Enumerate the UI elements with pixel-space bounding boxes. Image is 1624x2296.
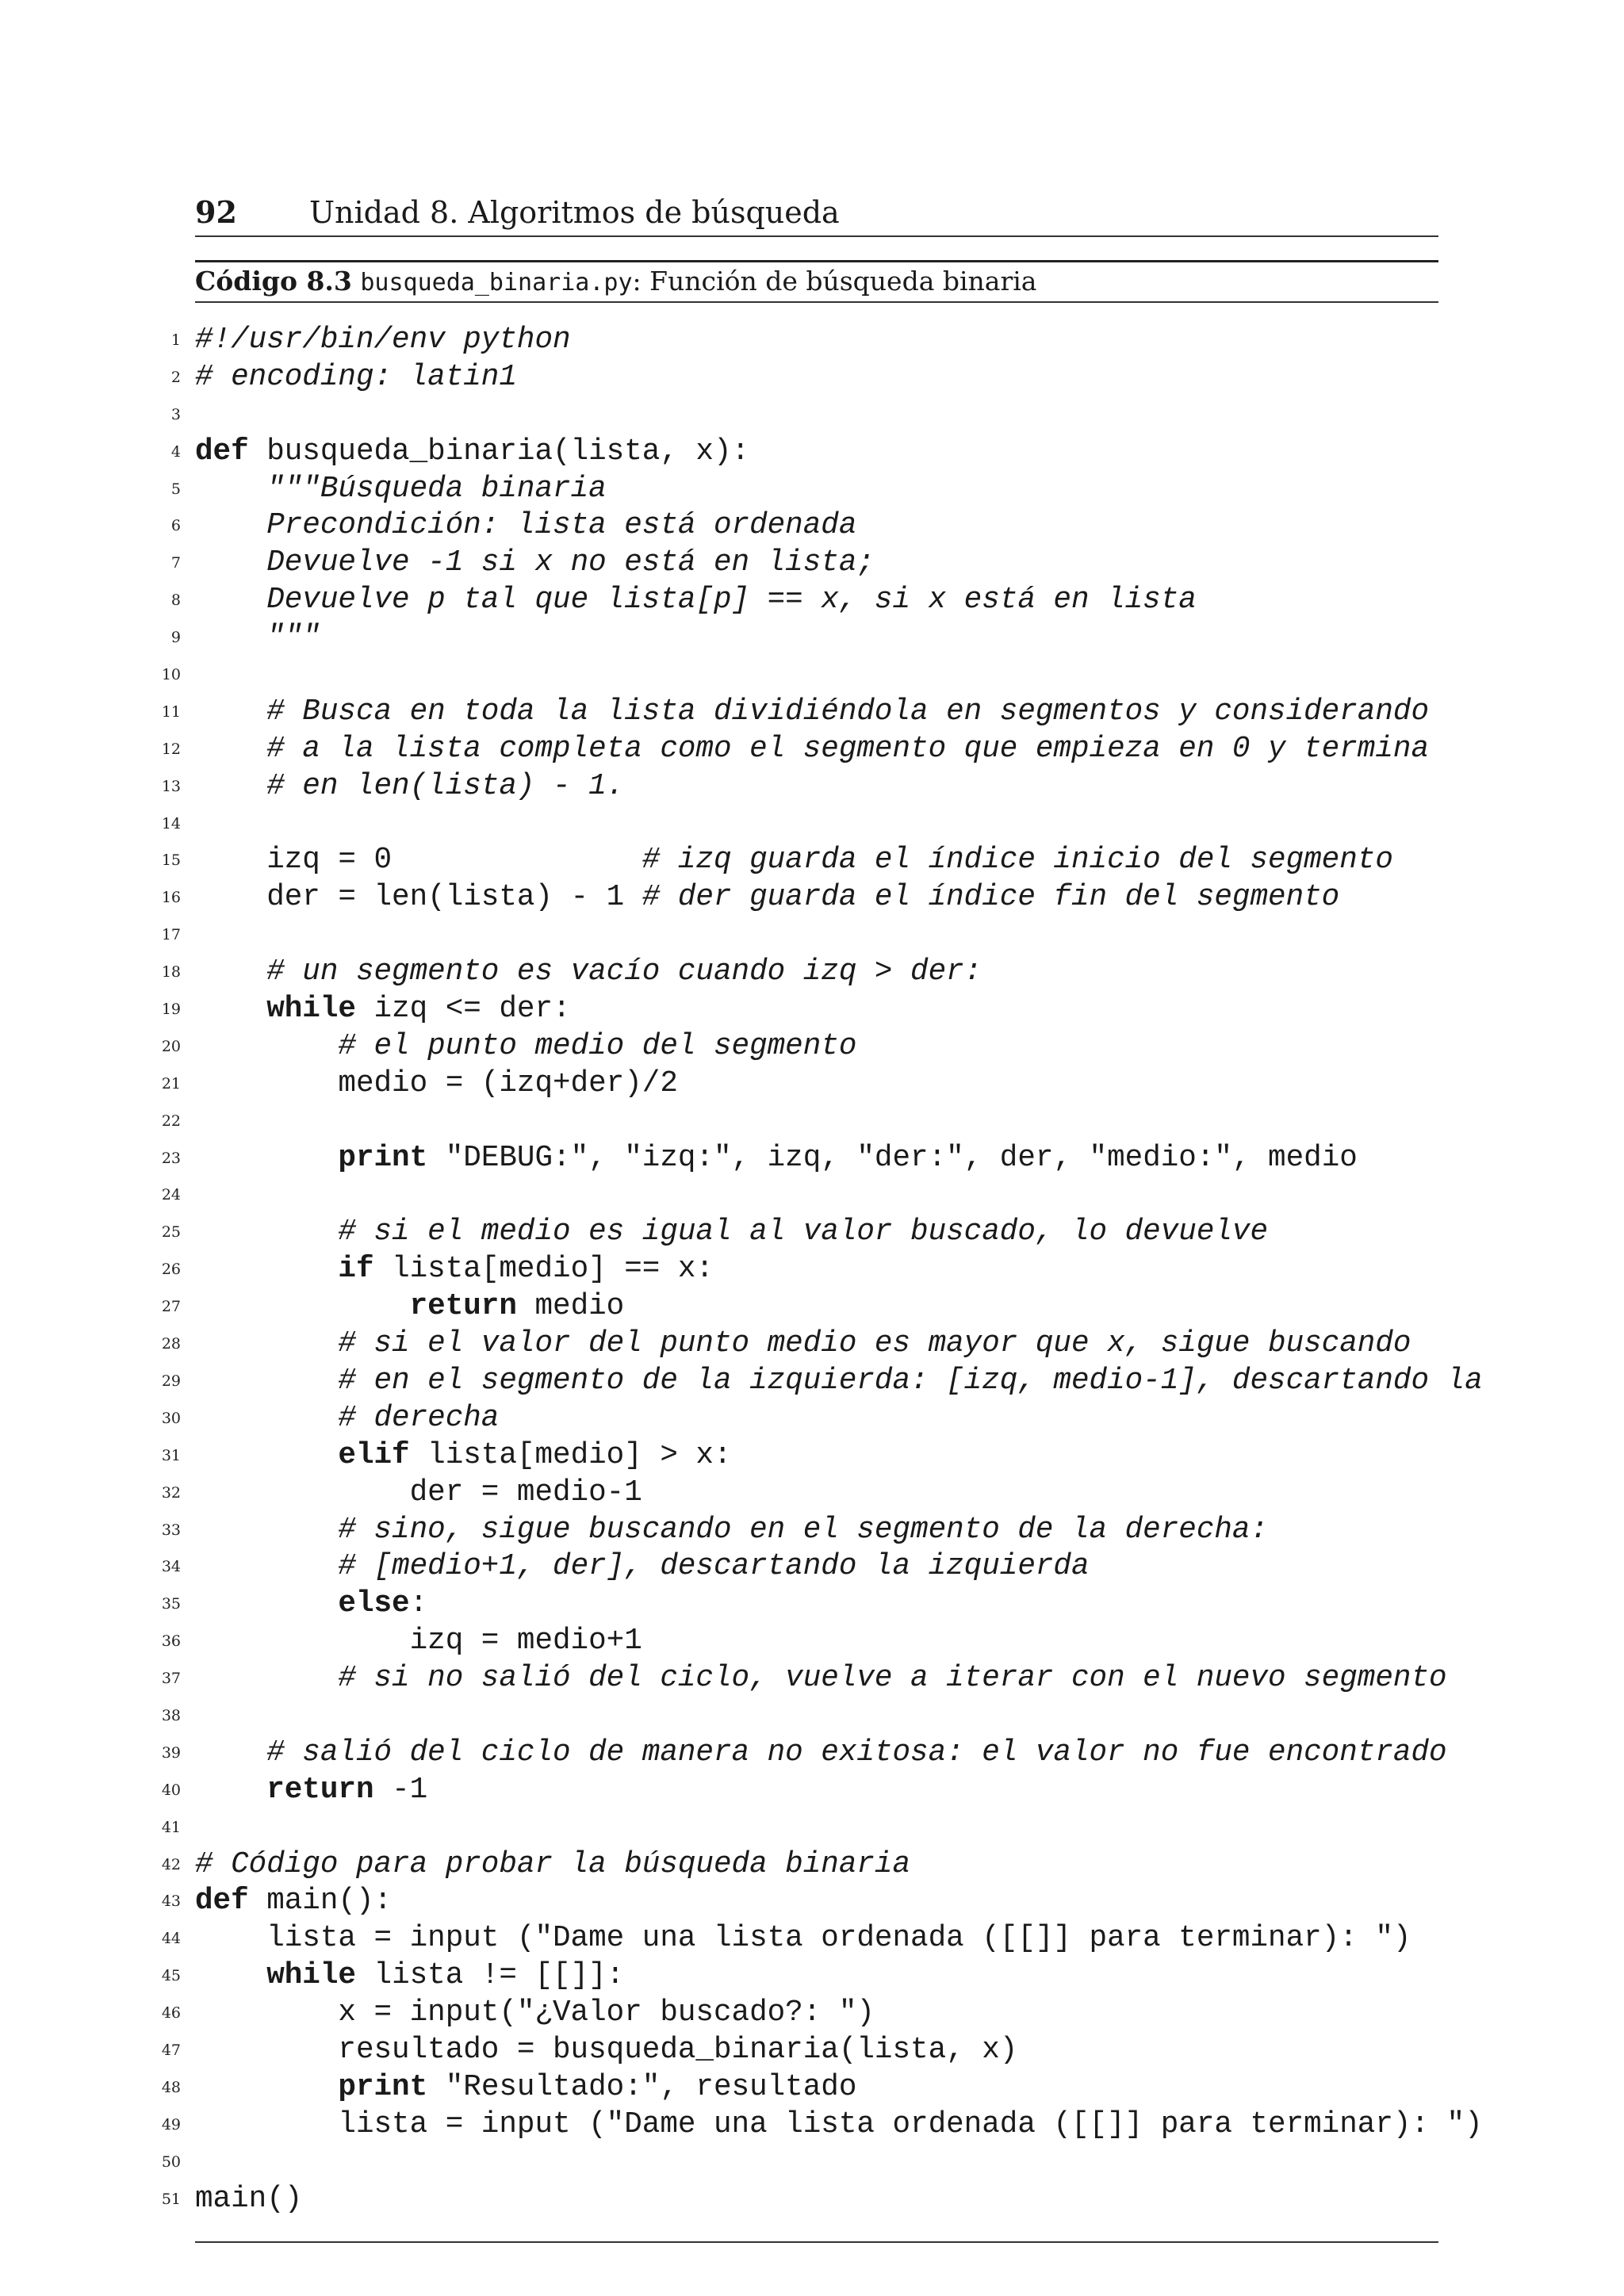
code-comment: # der guarda el índice fin del segmento bbox=[642, 881, 1340, 915]
line-number: 42 bbox=[161, 1855, 181, 1873]
code-text bbox=[195, 1142, 338, 1175]
chapter-title: Unidad 8. Algoritmos de búsqueda bbox=[309, 195, 840, 230]
code-text bbox=[195, 695, 266, 729]
line-number: 22 bbox=[161, 1112, 181, 1130]
line-number: 33 bbox=[161, 1521, 181, 1539]
code-comment: # a la lista completa como el segmento que empieza en 0 y termina bbox=[266, 732, 1429, 766]
line-number: 21 bbox=[161, 1074, 181, 1093]
code-text bbox=[195, 1774, 266, 1807]
code-line bbox=[0, 1846, 1624, 1884]
line-code bbox=[195, 1475, 642, 1512]
line-number: 1 bbox=[170, 331, 181, 349]
line-number: 39 bbox=[161, 1743, 181, 1762]
caption-bottom-rule bbox=[195, 301, 1438, 303]
code-line bbox=[0, 731, 1624, 768]
line-code bbox=[195, 1846, 910, 1884]
line-number: 40 bbox=[161, 1781, 181, 1799]
line-number: 32 bbox=[161, 1483, 181, 1502]
code-line bbox=[0, 582, 1624, 619]
code-line bbox=[0, 2032, 1624, 2069]
code-text bbox=[195, 1030, 338, 1063]
line-code bbox=[195, 1214, 1268, 1251]
code-comment: Precondición: lista está ordenada bbox=[266, 509, 857, 543]
code-line bbox=[0, 806, 1624, 843]
code-line bbox=[0, 1140, 1624, 1177]
code-line bbox=[0, 545, 1624, 582]
code-text: x = input("¿Valor buscado?: ") bbox=[195, 1996, 875, 2030]
code-line bbox=[0, 1028, 1624, 1066]
code-line bbox=[0, 1363, 1624, 1400]
code-line bbox=[0, 1326, 1624, 1363]
line-number: 48 bbox=[161, 2078, 181, 2096]
line-code bbox=[195, 1548, 1090, 1586]
line-number: 31 bbox=[161, 1446, 181, 1464]
line-code bbox=[195, 1995, 875, 2032]
code-line bbox=[0, 1735, 1624, 1772]
line-number: 16 bbox=[161, 889, 181, 907]
code-text bbox=[195, 993, 266, 1026]
code-keyword: if bbox=[338, 1253, 374, 1287]
line-code bbox=[195, 582, 1197, 619]
code-keyword: print bbox=[338, 1141, 428, 1175]
code-line bbox=[0, 1512, 1624, 1549]
code-text bbox=[195, 1327, 338, 1360]
code-line bbox=[0, 768, 1624, 806]
code-text bbox=[195, 2071, 338, 2104]
code-text: lista[medio] > x: bbox=[409, 1438, 732, 1472]
line-number: 38 bbox=[161, 1706, 181, 1724]
code-comment: Devuelve p tal que lista[p] == x, si x está en lista bbox=[266, 584, 1197, 618]
line-number: 43 bbox=[161, 1892, 181, 1911]
line-number: 25 bbox=[161, 1223, 181, 1242]
caption-title: : Función de búsqueda binaria bbox=[632, 266, 1037, 297]
code-text: der = len(lista) - 1 bbox=[195, 881, 642, 915]
code-line bbox=[0, 991, 1624, 1028]
code-text bbox=[195, 1587, 338, 1621]
code-comment: # si no salió del ciclo, vuelve a iterar con el nuevo segmento bbox=[338, 1662, 1447, 1696]
code-comment: # encoding: latin1 bbox=[195, 360, 517, 394]
code-comment: #!/usr/bin/env python bbox=[195, 323, 571, 357]
line-code bbox=[195, 1920, 1411, 1957]
code-line bbox=[0, 2069, 1624, 2107]
page-number: 92 bbox=[195, 194, 237, 230]
code-keyword: elif bbox=[338, 1438, 410, 1472]
code-comment: """Búsqueda binaria bbox=[266, 472, 607, 506]
line-code bbox=[195, 1660, 1447, 1697]
code-line bbox=[0, 2107, 1624, 2144]
code-comment: # si el valor del punto medio es mayor que x, sigue buscando bbox=[338, 1327, 1411, 1361]
code-comment: # salió del ciclo de manera no exitosa: el valor no fue encontrado bbox=[266, 1735, 1447, 1770]
line-number: 51 bbox=[161, 2190, 181, 2208]
code-line bbox=[0, 396, 1624, 434]
line-number: 17 bbox=[161, 926, 181, 944]
code-line bbox=[0, 1475, 1624, 1512]
code-comment: """ bbox=[266, 621, 320, 655]
line-number: 11 bbox=[161, 702, 181, 721]
line-number: 35 bbox=[161, 1595, 181, 1613]
code-text bbox=[195, 1513, 338, 1547]
page-header bbox=[195, 192, 1438, 233]
code-keyword: return bbox=[409, 1290, 517, 1324]
code-text: "DEBUG:", "izq:", izq, "der:", der, "medio:", medio bbox=[427, 1141, 1358, 1175]
line-number: 34 bbox=[161, 1558, 181, 1576]
code-text bbox=[195, 1290, 410, 1323]
line-code bbox=[195, 1735, 1447, 1772]
code-line bbox=[0, 1103, 1624, 1140]
caption-filename: busqueda_binaria.py bbox=[360, 269, 633, 297]
line-number: 23 bbox=[161, 1149, 181, 1167]
line-number: 18 bbox=[161, 963, 181, 982]
code-text bbox=[195, 733, 266, 766]
code-keyword: def bbox=[195, 1885, 249, 1919]
code-keyword: else bbox=[338, 1587, 410, 1621]
line-number: 26 bbox=[161, 1261, 181, 1279]
code-line bbox=[0, 434, 1624, 471]
line-code bbox=[195, 731, 1429, 768]
code-line bbox=[0, 2144, 1624, 2181]
line-number: 20 bbox=[161, 1037, 181, 1055]
code-comment: # izq guarda el índice inicio del segmento bbox=[642, 844, 1393, 878]
code-comment: # en len(lista) - 1. bbox=[266, 769, 625, 803]
code-text: izq = 0 bbox=[195, 844, 642, 878]
line-number: 47 bbox=[161, 2041, 181, 2059]
line-number: 7 bbox=[170, 554, 181, 572]
line-code bbox=[195, 1957, 624, 1995]
line-code bbox=[195, 1140, 1358, 1177]
line-code bbox=[195, 694, 1429, 731]
code-line bbox=[0, 1957, 1624, 1995]
line-code bbox=[195, 434, 749, 471]
footer-rule bbox=[195, 2241, 1438, 2243]
line-code bbox=[195, 471, 607, 508]
line-number: 4 bbox=[170, 442, 181, 461]
line-code bbox=[195, 2107, 1483, 2144]
code-keyword: def bbox=[195, 434, 249, 469]
line-number: 28 bbox=[161, 1335, 181, 1353]
code-line bbox=[0, 1586, 1624, 1623]
line-code bbox=[195, 1772, 427, 1809]
line-code bbox=[195, 842, 1393, 879]
line-code bbox=[195, 1883, 392, 1920]
code-line bbox=[0, 1883, 1624, 1920]
line-number: 10 bbox=[161, 666, 181, 684]
code-line bbox=[0, 916, 1624, 954]
caption-label: Código 8.3 bbox=[195, 266, 352, 297]
code-text: lista != [[]]: bbox=[355, 1959, 625, 1993]
line-number: 30 bbox=[161, 1409, 181, 1427]
code-comment: # [medio+1, der], descartando la izquierda bbox=[338, 1550, 1090, 1584]
code-comment: Devuelve -1 si x no está en lista; bbox=[266, 546, 875, 580]
code-line bbox=[0, 1809, 1624, 1846]
code-text: resultado = busqueda_binaria(lista, x) bbox=[195, 2033, 1018, 2067]
code-line bbox=[0, 1772, 1624, 1809]
code-text: medio = (izq+der)/2 bbox=[195, 1066, 678, 1100]
code-text: main(): bbox=[248, 1885, 393, 1919]
line-code bbox=[195, 1326, 1411, 1363]
code-line bbox=[0, 619, 1624, 656]
code-line bbox=[0, 1177, 1624, 1214]
code-caption bbox=[195, 262, 1036, 301]
code-text: lista = input ("Dame una lista ordenada ([[]] para terminar): ") bbox=[195, 1922, 1411, 1956]
code-line bbox=[0, 2181, 1624, 2218]
code-text bbox=[195, 473, 266, 506]
code-line bbox=[0, 1437, 1624, 1475]
line-code bbox=[195, 1623, 642, 1660]
line-number: 49 bbox=[161, 2115, 181, 2133]
code-line bbox=[0, 471, 1624, 508]
line-number: 19 bbox=[161, 1001, 181, 1019]
line-number: 15 bbox=[161, 851, 181, 870]
code-line bbox=[0, 507, 1624, 545]
line-number: 36 bbox=[161, 1632, 181, 1651]
code-text: lista = input ("Dame una lista ordenada ([[]] para terminar): ") bbox=[195, 2107, 1483, 2141]
header-rule bbox=[195, 235, 1438, 237]
code-text: izq = medio+1 bbox=[195, 1624, 642, 1659]
code-keyword: return bbox=[266, 1773, 374, 1807]
code-line bbox=[0, 322, 1624, 359]
code-text: lista[medio] == x: bbox=[373, 1253, 714, 1287]
line-code bbox=[195, 1251, 714, 1288]
code-text bbox=[195, 1402, 338, 1435]
code-comment: # sino, sigue buscando en el segmento de la derecha: bbox=[338, 1513, 1269, 1547]
code-line bbox=[0, 1623, 1624, 1660]
code-line bbox=[0, 954, 1624, 991]
line-code bbox=[195, 768, 624, 806]
line-number: 9 bbox=[170, 629, 181, 647]
code-line bbox=[0, 1251, 1624, 1288]
line-code bbox=[195, 1028, 856, 1066]
code-comment: # un segmento es vacío cuando izq > der: bbox=[266, 955, 982, 989]
line-number: 2 bbox=[170, 368, 181, 386]
code-text bbox=[195, 1439, 338, 1472]
line-code bbox=[195, 1288, 624, 1326]
code-text: der = medio-1 bbox=[195, 1475, 642, 1510]
line-number: 13 bbox=[161, 777, 181, 795]
line-code bbox=[195, 954, 982, 991]
code-text bbox=[195, 1550, 338, 1583]
code-text: busqueda_binaria(lista, x): bbox=[248, 434, 750, 469]
line-number: 24 bbox=[161, 1186, 181, 1204]
code-keyword: print bbox=[338, 2070, 428, 2104]
line-code bbox=[195, 619, 320, 656]
code-line bbox=[0, 1660, 1624, 1697]
line-code bbox=[195, 1512, 1268, 1549]
line-code bbox=[195, 322, 571, 359]
code-text bbox=[195, 509, 266, 542]
code-line bbox=[0, 1214, 1624, 1251]
code-line bbox=[0, 842, 1624, 879]
code-text bbox=[195, 1364, 338, 1398]
line-code bbox=[195, 1066, 678, 1103]
code-text bbox=[195, 621, 266, 654]
code-comment: # Busca en toda la lista dividiéndola en segmentos y considerando bbox=[266, 695, 1429, 729]
line-number: 46 bbox=[161, 2004, 181, 2022]
code-line bbox=[0, 359, 1624, 396]
line-number: 45 bbox=[161, 1967, 181, 1985]
code-text: : bbox=[409, 1587, 428, 1621]
line-number: 8 bbox=[170, 591, 181, 610]
line-code bbox=[195, 1400, 499, 1437]
code-line bbox=[0, 1400, 1624, 1437]
line-code bbox=[195, 545, 875, 582]
code-line bbox=[0, 694, 1624, 731]
line-code bbox=[195, 1586, 427, 1623]
line-code bbox=[195, 2069, 856, 2107]
code-text: main() bbox=[195, 2182, 303, 2216]
line-code bbox=[195, 1437, 732, 1475]
line-number: 6 bbox=[170, 517, 181, 535]
code-line bbox=[0, 1995, 1624, 2032]
line-number: 5 bbox=[170, 480, 181, 498]
line-code bbox=[195, 2032, 1017, 2069]
line-number: 44 bbox=[161, 1930, 181, 1948]
code-text bbox=[195, 1959, 266, 1992]
line-code bbox=[195, 879, 1339, 916]
code-comment: # Código para probar la búsqueda binaria bbox=[195, 1847, 911, 1881]
code-keyword: while bbox=[266, 993, 356, 1027]
code-line bbox=[0, 1920, 1624, 1957]
code-text bbox=[195, 1736, 266, 1770]
code-line bbox=[0, 1697, 1624, 1735]
line-number: 14 bbox=[161, 814, 181, 832]
code-text bbox=[195, 546, 266, 580]
line-number: 50 bbox=[161, 2152, 181, 2171]
code-line bbox=[0, 1288, 1624, 1326]
line-number: 12 bbox=[161, 740, 181, 758]
code-text: "Resultado:", resultado bbox=[427, 2070, 857, 2104]
code-text bbox=[195, 1253, 338, 1286]
line-number: 27 bbox=[161, 1298, 181, 1316]
line-code bbox=[195, 2181, 302, 2218]
code-text: medio bbox=[516, 1290, 625, 1324]
code-text bbox=[195, 1662, 338, 1695]
code-keyword: while bbox=[266, 1959, 356, 1993]
code-text: -1 bbox=[373, 1773, 428, 1807]
code-line bbox=[0, 879, 1624, 916]
line-number: 29 bbox=[161, 1372, 181, 1390]
line-code bbox=[195, 991, 571, 1028]
line-number: 41 bbox=[161, 1818, 181, 1836]
code-line bbox=[0, 656, 1624, 694]
code-text bbox=[195, 584, 266, 617]
line-code bbox=[195, 1363, 1483, 1400]
code-line bbox=[0, 1066, 1624, 1103]
line-code bbox=[195, 359, 517, 396]
line-code bbox=[195, 507, 856, 545]
code-text bbox=[195, 1215, 338, 1249]
code-comment: # derecha bbox=[338, 1401, 500, 1435]
code-text bbox=[195, 770, 266, 803]
code-comment: # en el segmento de la izquierda: [izq, medio-1], descartando la bbox=[338, 1364, 1483, 1398]
code-line bbox=[0, 1548, 1624, 1586]
line-number: 3 bbox=[170, 405, 181, 423]
code-text: izq <= der: bbox=[355, 993, 571, 1027]
code-comment: # si el medio es igual al valor buscado, lo devuelve bbox=[338, 1215, 1269, 1249]
code-comment: # el punto medio del segmento bbox=[338, 1029, 857, 1063]
code-text bbox=[195, 955, 266, 989]
code-listing bbox=[0, 322, 1624, 2218]
line-number: 37 bbox=[161, 1670, 181, 1688]
